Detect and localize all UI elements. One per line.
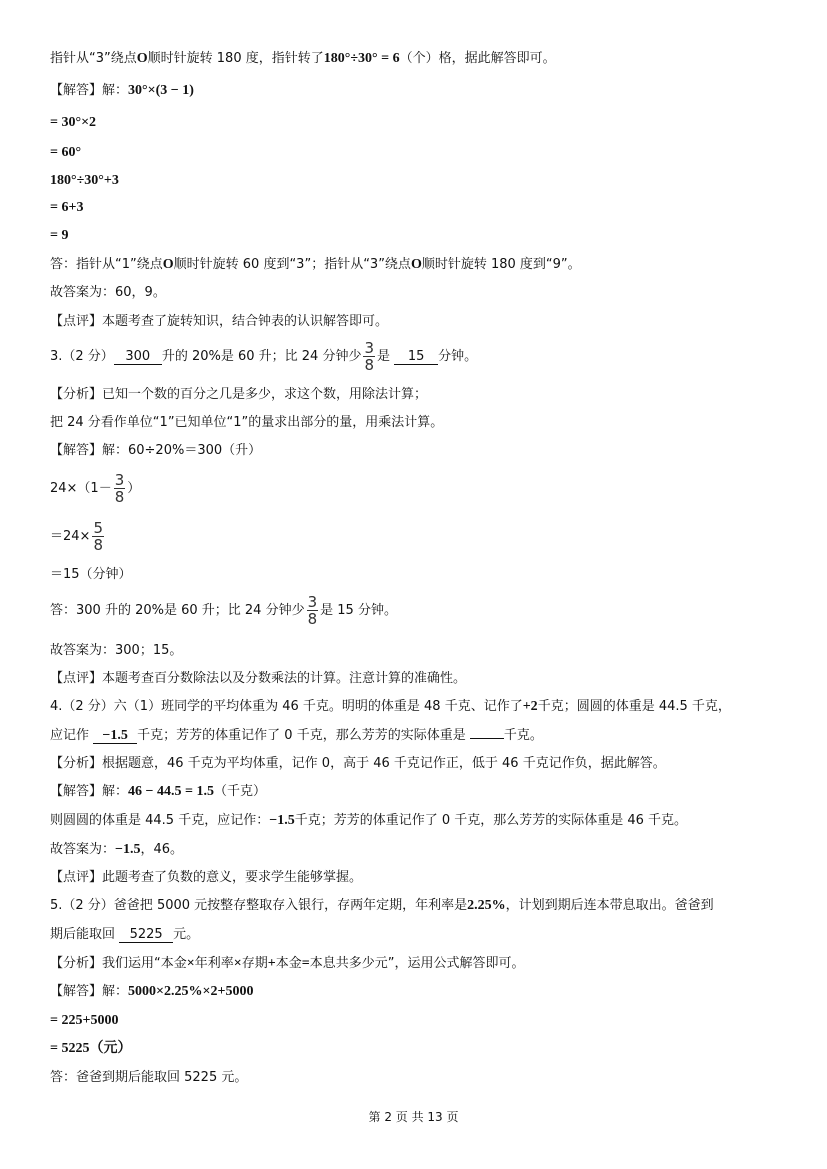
math-expression: +2 [522, 699, 538, 714]
solution-line [50, 50, 556, 68]
solution-line [50, 812, 687, 830]
answer-tag: 【解答】解： [50, 984, 129, 999]
math-expression: −1.5 [115, 842, 141, 857]
solution-line [50, 1012, 118, 1030]
math-expression: 180°÷30°+3 [50, 173, 119, 188]
text: 故答案为：60，9。 [50, 285, 166, 300]
numerator: 3 [307, 593, 318, 611]
math-expression: 5000×2.25%×2+5000 [128, 984, 254, 999]
math-expression: −1.5 [269, 813, 295, 828]
solution-line [50, 313, 388, 331]
text: 年利率 [194, 956, 234, 971]
text: ，计划到期后连本带息取出。爸爸到 [505, 898, 714, 913]
text: 期后能取回 [50, 927, 116, 942]
text: 5.（2 分）爸爸把 5000 元按整存整取存入银行，存两年定期，年利率是 [50, 898, 468, 913]
solution-line [50, 1069, 247, 1087]
answer-blank: 15 [394, 349, 438, 365]
math-expression: = 6+3 [50, 200, 84, 215]
denominator: 8 [93, 536, 103, 554]
text: 应记作 [50, 728, 90, 743]
solution-line [50, 520, 106, 554]
answer-blank: −1.5 [93, 728, 137, 744]
answer-tag: 【解答】解： [50, 784, 129, 799]
text: 【分析】我们运用“本金 [50, 956, 187, 971]
text: （元） [89, 1041, 132, 1056]
solution-line [50, 414, 443, 432]
numerator: 3 [364, 339, 374, 357]
solution-line [50, 256, 581, 274]
solution-line [50, 284, 166, 302]
question-5 [50, 926, 199, 944]
point-label: O [162, 257, 174, 272]
solution-line [50, 114, 96, 132]
text: ，46。 [140, 842, 184, 857]
text: 【分析】已知一个数的百分之几是多少，求这个数，用除法计算； [50, 387, 428, 402]
solution-line [50, 955, 524, 973]
solution-line [50, 82, 194, 100]
math-expression: = 30°×2 [50, 115, 97, 130]
text: 答：爸爸到期后能取回 5225 元。 [50, 1070, 248, 1085]
text: 元。 [173, 927, 200, 942]
math-expression: 46 − 44.5 = 1.5 [128, 784, 214, 799]
text: 存期 [241, 956, 268, 971]
fraction [307, 594, 319, 627]
text: 指针从“3”绕点 [50, 51, 137, 66]
math-operator: × [186, 956, 195, 971]
answer-blank: 300 [114, 349, 162, 365]
text: 【分析】根据题意，46 千克为平均体重，记作 0，高于 46 千克记作正，低于 46 千克记作负，据此解答。 [50, 756, 666, 771]
text: 答：指针从“1”绕点 [50, 257, 163, 272]
math-operator: × [233, 956, 242, 971]
answer-blank: 5225 [119, 927, 173, 943]
solution-line [50, 783, 266, 801]
math-operator: + [267, 956, 276, 971]
text: 【点评】本题考查百分数除法以及分数乘法的计算。注意计算的准确性。 [50, 671, 467, 686]
point-label: O [136, 51, 148, 66]
solution-line [50, 983, 253, 1001]
text: ＝24× [50, 529, 91, 544]
question-3 [50, 340, 477, 374]
text: ＝15（分钟） [50, 567, 132, 582]
solution-line [50, 670, 466, 688]
text: 升的 20%是 60 升；比 24 分钟少 [161, 349, 362, 364]
math-expression: 180°÷30° = 6 [323, 51, 400, 66]
text: （千克） [213, 784, 266, 799]
solution-line [50, 642, 182, 660]
math-expression: 30°×(3 − 1) [128, 83, 194, 98]
page-footer: 第 2 页 共 13 页 [368, 1110, 459, 1124]
math-expression: = 60° [50, 145, 82, 160]
answer-tag: 【解答】解： [50, 83, 129, 98]
solution-line [50, 594, 397, 628]
fraction [363, 340, 375, 373]
text: 分钟。 [438, 349, 478, 364]
fraction [92, 520, 104, 553]
text: 故答案为： [50, 842, 116, 857]
denominator: 8 [307, 610, 318, 628]
question-number: 3.（2 分） [50, 349, 114, 364]
text: 24×（1－ [50, 481, 112, 496]
denominator: 8 [114, 488, 125, 506]
text: 顺时针旋转 180 度，指针转了 [147, 51, 324, 66]
solution-line [50, 386, 427, 404]
text: 把 24 分看作单位“1”已知单位“1”的量求出部分的量，用乘法计算。 [50, 415, 444, 430]
text: 千克；芳芳的体重记作了 0 千克，那么芳芳的实际体重是 [137, 728, 466, 743]
text: 【解答】解：60÷20%＝300（升） [50, 443, 262, 458]
text: 本息共多少元”，运用公式解答即可。 [309, 956, 525, 971]
solution-line [50, 841, 183, 859]
math-expression: = 9 [50, 228, 69, 243]
text: （个）格，据此解答即可。 [399, 51, 556, 66]
text: 故答案为：300；15。 [50, 643, 183, 658]
text: 是 15 分钟。 [320, 603, 397, 618]
solution-line [50, 755, 666, 773]
text: 【点评】本题考查了旋转知识，结合钟表的认识解答即可。 [50, 314, 389, 329]
text: ） [127, 481, 141, 496]
text: 则圆圆的体重是 44.5 千克，应记作： [50, 813, 270, 828]
solution-line [50, 227, 68, 245]
solution-line [50, 472, 140, 506]
math-operator: = [301, 956, 310, 971]
solution-line [50, 869, 362, 887]
text: 本金 [275, 956, 302, 971]
solution-line [50, 199, 83, 217]
math-expression: = 225+5000 [50, 1013, 119, 1028]
question-4 [50, 698, 731, 716]
text: 顺时针旋转 180 度到“9”。 [421, 257, 581, 272]
solution-line [50, 172, 119, 190]
text: 4.（2 分）六（1）班同学的平均体重为 46 千克。明明的体重是 48 千克、记作了 [50, 699, 523, 714]
solution-line [50, 442, 261, 460]
question-4 [50, 727, 543, 745]
text: 答：300 升的 20%是 60 升；比 24 分钟少 [50, 603, 305, 618]
numerator: 5 [93, 519, 103, 537]
answer-blank [470, 738, 504, 739]
numerator: 3 [114, 471, 125, 489]
text: 千克；圆圆的体重是 44.5 千克， [537, 699, 731, 714]
text: 顺时针旋转 60 度到“3”；指针从“3”绕点 [173, 257, 411, 272]
text: 千克；芳芳的体重记作了 0 千克，那么芳芳的实际体重是 46 千克。 [294, 813, 688, 828]
text: 是 [377, 349, 391, 364]
solution-line [50, 144, 81, 162]
solution-line [50, 1040, 131, 1058]
math-expression: = 5225 [50, 1041, 90, 1056]
fraction [114, 472, 126, 505]
math-expression: 2.25% [467, 898, 506, 913]
denominator: 8 [364, 356, 374, 374]
solution-line [50, 566, 132, 584]
text: 千克。 [503, 728, 543, 743]
point-label: O [410, 257, 422, 272]
question-5 [50, 897, 714, 915]
text: 【点评】此题考查了负数的意义，要求学生能够掌握。 [50, 870, 363, 885]
